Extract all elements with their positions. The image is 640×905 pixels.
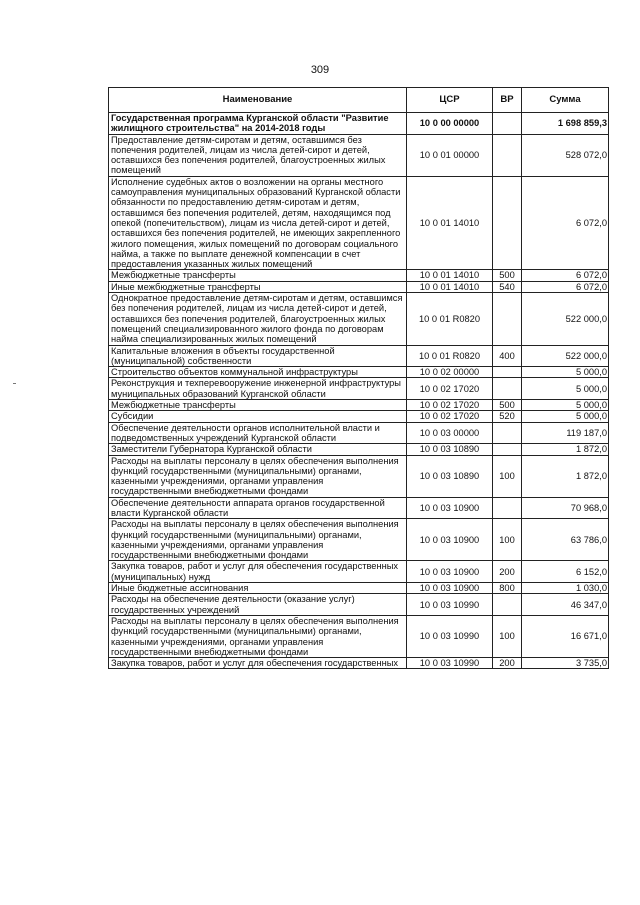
table-row	[109, 583, 609, 594]
row-code: 10 0 00 00000	[407, 113, 493, 135]
row-code: 10 0 03 10900	[407, 561, 493, 583]
row-name: Межбюджетные трансферты	[109, 270, 407, 281]
row-vr	[493, 444, 522, 455]
row-vr	[493, 422, 522, 444]
row-code: 10 0 01 00000	[407, 134, 493, 176]
row-code: 10 0 03 10890	[407, 455, 493, 497]
row-sum: 3 735,0	[522, 658, 609, 669]
row-name: Однократное предоставление детям-сиротам и детям, оставшимся без попечения родителей, лицам из числа детей-сирот и детей, оставшихся без попечения родителей, благоустроенных жилых помещений специализированного жилого фонда по договорам найма специализированных жилых помещений	[109, 293, 407, 345]
row-vr	[493, 378, 522, 400]
table-row	[109, 444, 609, 455]
row-name: Межбюджетные трансферты	[109, 400, 407, 411]
row-code: 10 0 02 17020	[407, 378, 493, 400]
row-sum: 63 786,0	[522, 519, 609, 561]
row-code: 10 0 01 14010	[407, 270, 493, 281]
row-vr: 100	[493, 615, 522, 657]
row-name: Обеспечение деятельности органов исполнительной власти и подведомственных учреждений Курганской области	[109, 422, 407, 444]
row-vr	[493, 497, 522, 519]
row-vr	[493, 113, 522, 135]
row-code: 10 0 03 10990	[407, 615, 493, 657]
table-row	[109, 293, 609, 345]
row-sum: 1 030,0	[522, 583, 609, 594]
row-sum: 522 000,0	[522, 293, 609, 345]
table-row	[109, 561, 609, 583]
row-name: Капитальные вложения в объекты государственной (муниципальной) собственности	[109, 345, 407, 367]
row-vr: 500	[493, 400, 522, 411]
row-vr: 500	[493, 270, 522, 281]
row-sum: 5 000,0	[522, 378, 609, 400]
row-code: 10 0 01 R0820	[407, 293, 493, 345]
table-row	[109, 658, 609, 669]
row-name: Государственная программа Курганской области "Развитие жилищного строительства" на 2014-2018 годы	[109, 113, 407, 135]
row-sum: 1 872,0	[522, 444, 609, 455]
row-name: Реконструкция и техперевооружение инженерной инфраструктуры муниципальных образований Курганской области	[109, 378, 407, 400]
table-row	[109, 519, 609, 561]
row-code: 10 0 01 14010	[407, 281, 493, 292]
row-sum: 6 072,0	[522, 270, 609, 281]
row-sum: 46 347,0	[522, 594, 609, 616]
table-row	[109, 134, 609, 176]
budget-table	[108, 87, 609, 669]
row-code: 10 0 03 10990	[407, 658, 493, 669]
table-row	[109, 367, 609, 378]
row-name: Заместители Губернатора Курганской области	[109, 444, 407, 455]
row-vr	[493, 176, 522, 270]
header-name: Наименование	[109, 88, 407, 113]
row-vr	[493, 134, 522, 176]
header-csr: ЦСР	[407, 88, 493, 113]
row-vr	[493, 594, 522, 616]
row-vr: 100	[493, 455, 522, 497]
page-number: 309	[310, 64, 330, 76]
table-row	[109, 455, 609, 497]
row-vr	[493, 367, 522, 378]
table-row	[109, 400, 609, 411]
table-body	[109, 113, 609, 669]
row-vr: 520	[493, 411, 522, 422]
table-row	[109, 411, 609, 422]
row-code: 10 0 03 10900	[407, 497, 493, 519]
row-code: 10 0 03 00000	[407, 422, 493, 444]
row-sum: 5 000,0	[522, 411, 609, 422]
row-code: 10 0 01 R0820	[407, 345, 493, 367]
row-vr: 100	[493, 519, 522, 561]
table-row	[109, 497, 609, 519]
row-code: 10 0 02 17020	[407, 400, 493, 411]
header-sum: Сумма	[522, 88, 609, 113]
row-name: Расходы на выплаты персоналу в целях обеспечения выполнения функций государственными (муниципальными) органами, казенными учреждениями, органами управления государственными внебюджетными фондами	[109, 615, 407, 657]
row-vr: 800	[493, 583, 522, 594]
row-name: Расходы на выплаты персоналу в целях обеспечения выполнения функций государственными (муниципальными) органами, казенными учреждениями, органами управления государственными внебюджетными фондами	[109, 455, 407, 497]
row-vr: 400	[493, 345, 522, 367]
row-sum: 70 968,0	[522, 497, 609, 519]
row-code: 10 0 03 10990	[407, 594, 493, 616]
row-name: Субсидии	[109, 411, 407, 422]
row-code: 10 0 03 10900	[407, 519, 493, 561]
scan-mark	[13, 383, 16, 384]
row-vr: 540	[493, 281, 522, 292]
row-name: Предоставление детям-сиротам и детям, оставшимся без попечения родителей, лицам из числа детей-сирот и детей, оставшихся без попечения родителей, благоустроенных жилых помещений	[109, 134, 407, 176]
row-code: 10 0 02 00000	[407, 367, 493, 378]
row-vr	[493, 293, 522, 345]
table-row	[109, 176, 609, 270]
row-sum: 119 187,0	[522, 422, 609, 444]
row-sum: 522 000,0	[522, 345, 609, 367]
table-header-row	[109, 88, 609, 113]
row-name: Исполнение судебных актов о возложении на органы местного самоуправления муниципальных образований Курганской области обязанности по предоставлению детям-сиротам и детям, оставшимся без попечения родителей, детям, находящимся под опекой (попечительством), лицам из числа детей-сирот и детей, оставшихся без попечения родителей, не имеющих закрепленного жилого помещения, жилых помещений по договорам социального найма, а также по выплате денежной компенсации в счет предоставления указанных жилых помещений	[109, 176, 407, 270]
table-row	[109, 422, 609, 444]
row-vr: 200	[493, 658, 522, 669]
table-row	[109, 113, 609, 135]
table-row	[109, 281, 609, 292]
row-code: 10 0 03 10900	[407, 583, 493, 594]
row-sum: 1 698 859,3	[522, 113, 609, 135]
row-vr: 200	[493, 561, 522, 583]
table-row	[109, 345, 609, 367]
row-name: Расходы на обеспечение деятельности (оказание услуг) государственных учреждений	[109, 594, 407, 616]
table-row	[109, 270, 609, 281]
row-name: Обеспечение деятельности аппарата органов государственной власти Курганской области	[109, 497, 407, 519]
table-row	[109, 594, 609, 616]
row-sum: 6 072,0	[522, 281, 609, 292]
row-code: 10 0 02 17020	[407, 411, 493, 422]
row-name: Иные межбюджетные трансферты	[109, 281, 407, 292]
row-sum: 5 000,0	[522, 400, 609, 411]
row-sum: 5 000,0	[522, 367, 609, 378]
row-name: Закупка товаров, работ и услуг для обеспечения государственных	[109, 658, 407, 669]
table-row	[109, 615, 609, 657]
row-sum: 528 072,0	[522, 134, 609, 176]
row-code: 10 0 01 14010	[407, 176, 493, 270]
row-code: 10 0 03 10890	[407, 444, 493, 455]
row-sum: 16 671,0	[522, 615, 609, 657]
row-sum: 6 152,0	[522, 561, 609, 583]
row-sum: 6 072,0	[522, 176, 609, 270]
table-row	[109, 378, 609, 400]
row-name: Иные бюджетные ассигнования	[109, 583, 407, 594]
row-name: Закупка товаров, работ и услуг для обеспечения государственных (муниципальных) нужд	[109, 561, 407, 583]
row-name: Расходы на выплаты персоналу в целях обеспечения выполнения функций государственными (муниципальными) органами, казенными учреждениями, органами управления государственными внебюджетными фондами	[109, 519, 407, 561]
header-vr: ВР	[493, 88, 522, 113]
row-name: Строительство объектов коммунальной инфраструктуры	[109, 367, 407, 378]
row-sum: 1 872,0	[522, 455, 609, 497]
